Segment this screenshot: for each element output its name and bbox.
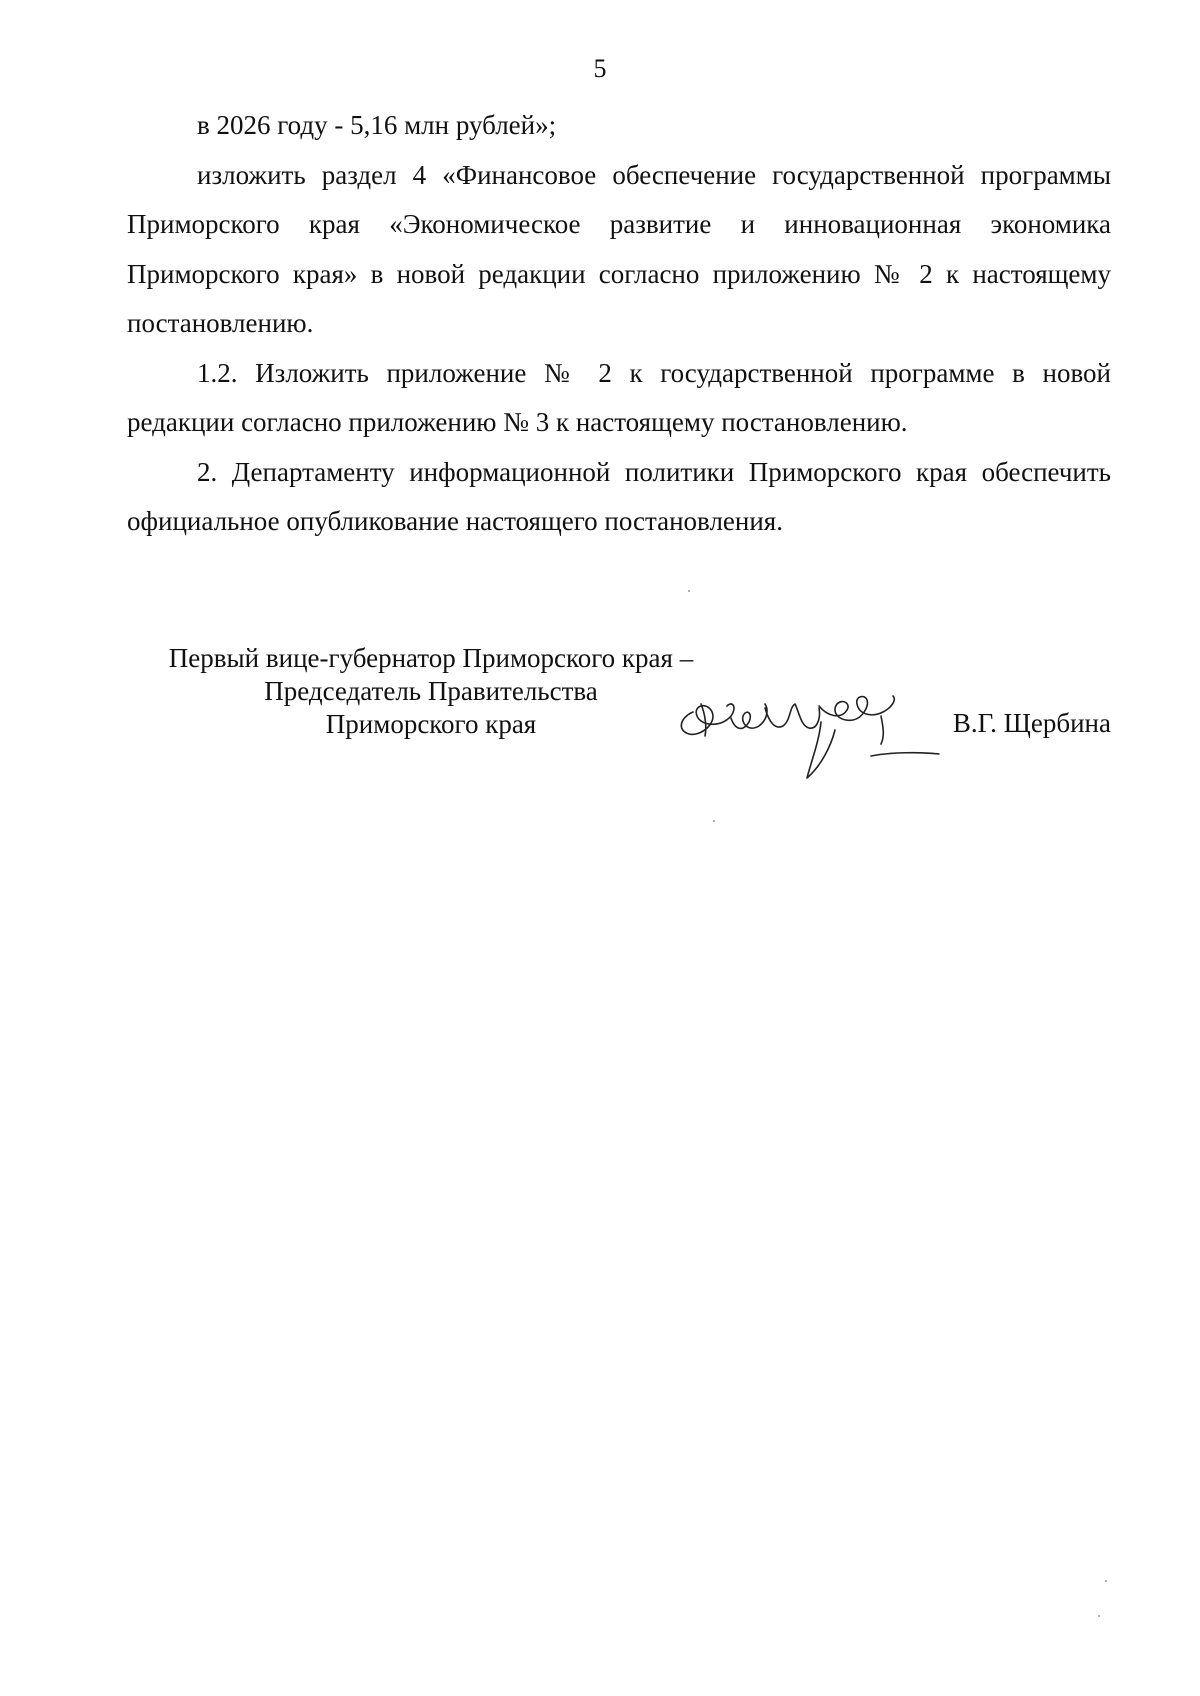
- signature-block: [146, 642, 1111, 772]
- handwritten-signature: [671, 682, 951, 802]
- scan-speck: [1105, 1580, 1107, 1582]
- position-line: Приморского края: [325, 709, 537, 739]
- signatory-position: [146, 642, 716, 741]
- document-body: [127, 101, 1111, 547]
- paragraph-item-2: 2. Департаменту информационной политики Приморского края обеспечить официальное опубликование настоящего постановления.: [127, 456, 1111, 536]
- position-line: Первый вице-губернатор Приморского края –: [168, 643, 694, 673]
- page-number: 5: [593, 54, 607, 83]
- signatory-name: В.Г. Щербина: [952, 708, 1111, 738]
- scan-speck: [713, 820, 715, 822]
- paragraph-amount-2026: в 2026 году - 5,16 млн рублей»;: [197, 110, 557, 140]
- position-line: Председатель Правительства: [264, 676, 598, 706]
- paragraph-item-1-2: 1.2. Изложить приложение № 2 к государственной программе в новой редакции согласно приложению № 3 к настоящему постановлению.: [127, 357, 1111, 437]
- paragraph-section-4: изложить раздел 4 «Финансовое обеспечение государственной программы Приморского края «Экономическое развитие и инновационная экономика Приморского края» в новой редакции согласно приложению № 2 к настоящему постановлению.: [127, 159, 1111, 338]
- scan-speck: [1098, 1615, 1100, 1617]
- scan-speck: [688, 590, 690, 592]
